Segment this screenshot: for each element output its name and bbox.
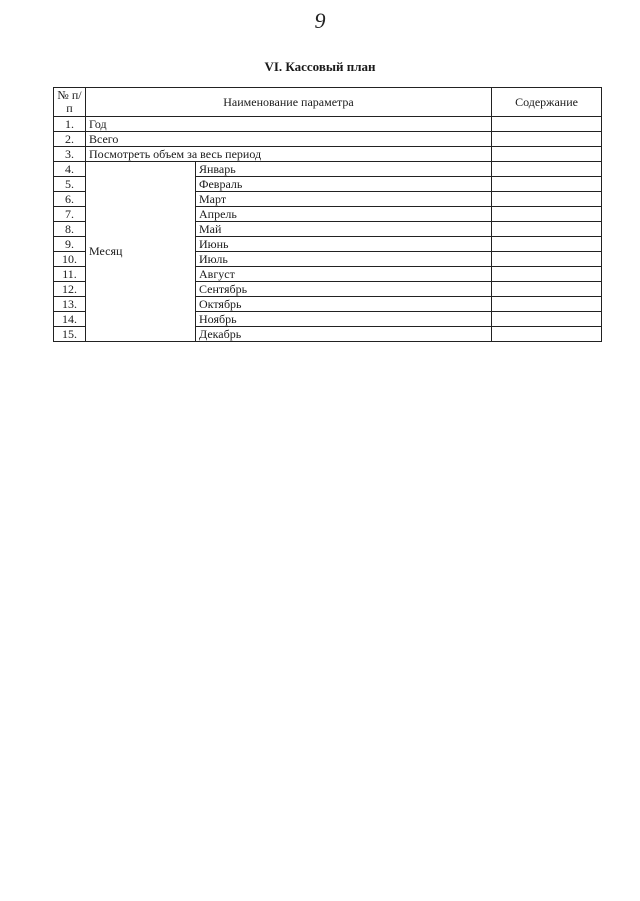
row-number: 9. <box>54 237 86 252</box>
row-content <box>492 252 602 267</box>
row-number: 8. <box>54 222 86 237</box>
table-row <box>54 132 602 147</box>
row-number: 10. <box>54 252 86 267</box>
header-content: Содержание <box>492 88 602 117</box>
row-number: 12. <box>54 282 86 297</box>
row-content <box>492 162 602 177</box>
cash-plan-table <box>53 87 602 342</box>
row-label: Посмотреть объем за весь период <box>86 147 492 162</box>
month-label: Ноябрь <box>196 312 492 327</box>
row-content <box>492 237 602 252</box>
row-number: 14. <box>54 312 86 327</box>
table-row <box>54 147 602 162</box>
month-group-label: Месяц <box>86 162 196 342</box>
month-label: Сентябрь <box>196 282 492 297</box>
month-label: Январь <box>196 162 492 177</box>
row-content <box>492 297 602 312</box>
row-content <box>492 117 602 132</box>
row-content <box>492 207 602 222</box>
page-number: 9 <box>314 8 326 33</box>
row-number: 2. <box>54 132 86 147</box>
row-content <box>492 177 602 192</box>
header-num: № п/п <box>54 88 86 117</box>
row-content <box>492 132 602 147</box>
header-param: Наименование параметра <box>86 88 492 117</box>
row-number: 7. <box>54 207 86 222</box>
row-content <box>492 192 602 207</box>
row-content <box>492 282 602 297</box>
table-body <box>54 88 602 342</box>
section-title: VI. Кассовый план <box>264 59 376 74</box>
table-row <box>54 162 602 177</box>
month-label: Февраль <box>196 177 492 192</box>
table-header-row <box>54 88 602 117</box>
row-number: 13. <box>54 297 86 312</box>
month-label: Май <box>196 222 492 237</box>
month-label: Декабрь <box>196 327 492 342</box>
month-label: Август <box>196 267 492 282</box>
row-number: 4. <box>54 162 86 177</box>
row-number: 1. <box>54 117 86 132</box>
month-label: Октябрь <box>196 297 492 312</box>
row-content <box>492 327 602 342</box>
row-number: 5. <box>54 177 86 192</box>
table-row <box>54 117 602 132</box>
row-number: 11. <box>54 267 86 282</box>
row-content <box>492 312 602 327</box>
month-label: Июль <box>196 252 492 267</box>
row-number: 6. <box>54 192 86 207</box>
row-content <box>492 267 602 282</box>
row-label: Всего <box>86 132 492 147</box>
row-content <box>492 147 602 162</box>
month-label: Июнь <box>196 237 492 252</box>
row-number: 15. <box>54 327 86 342</box>
month-label: Март <box>196 192 492 207</box>
row-number: 3. <box>54 147 86 162</box>
row-content <box>492 222 602 237</box>
month-label: Апрель <box>196 207 492 222</box>
row-label: Год <box>86 117 492 132</box>
